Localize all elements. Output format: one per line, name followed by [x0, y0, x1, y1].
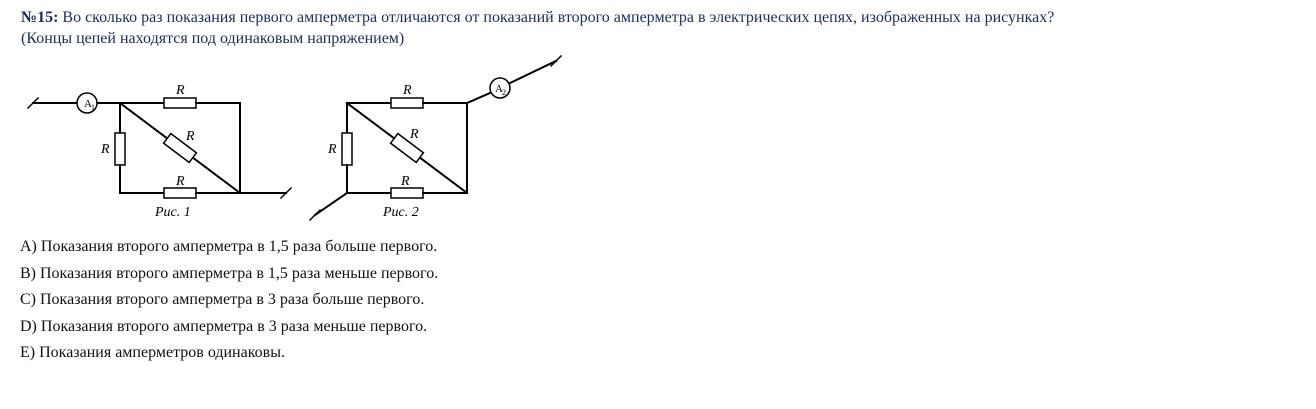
question-text — [21, 7, 1311, 49]
option-b[interactable]: B) Показания второго амперметра в 1,5 раза меньше первого. — [20, 264, 439, 282]
question-note: (Концы цепей находятся под одинаковым напряжением) — [21, 30, 405, 47]
option-c[interactable]: C) Показания второго амперметра в 3 раза больше первого. — [20, 291, 425, 308]
ammeter-2-label: A — [495, 83, 503, 95]
resistor-bottom-1-icon — [164, 188, 196, 198]
option-e[interactable]: E) Показания амперметров одинаковы. — [20, 344, 285, 361]
resistor-label-left-1: R — [101, 142, 110, 157]
circuit-figure-2 — [310, 56, 561, 220]
question-body: Во сколько раз показания первого амперметра отличаются от показаний второго амперметра в электрических цепях, изображенных на рисунках? — [62, 9, 1055, 26]
resistor-label-top-1: R — [176, 83, 185, 98]
option-d[interactable]: D) Показания второго амперметра в 3 раза меньше первого. — [20, 317, 428, 335]
ammeter-2-subscript: 2 — [502, 88, 506, 97]
figure-1-caption: Рис. 1 — [155, 205, 191, 220]
resistor-bottom-2-icon — [391, 188, 423, 198]
question-number: №15: — [21, 9, 59, 26]
resistor-label-bottom-1: R — [176, 174, 185, 189]
figure-2-caption: Рис. 2 — [383, 205, 419, 220]
option-a[interactable]: A) Показания второго амперметра в 1,5 раза больше первого. — [20, 238, 438, 255]
answer-options — [20, 234, 438, 367]
resistor-left-2-icon — [342, 133, 352, 165]
resistor-label-top-2: R — [403, 83, 412, 98]
ammeter-1-subscript: 1 — [91, 103, 95, 112]
circuits-svg — [0, 52, 620, 232]
circuit-figure-1 — [28, 93, 291, 198]
resistor-top-2-icon — [391, 98, 423, 108]
resistor-top-1-icon — [164, 98, 196, 108]
resistor-label-diag-2: R — [410, 127, 419, 142]
resistor-left-1-icon — [115, 133, 125, 165]
circuit-figures — [0, 52, 620, 232]
resistor-label-left-2: R — [328, 142, 337, 157]
resistor-label-bottom-2: R — [401, 174, 410, 189]
ammeter-1-label: A — [84, 98, 92, 110]
resistor-label-diag-1: R — [186, 129, 195, 144]
